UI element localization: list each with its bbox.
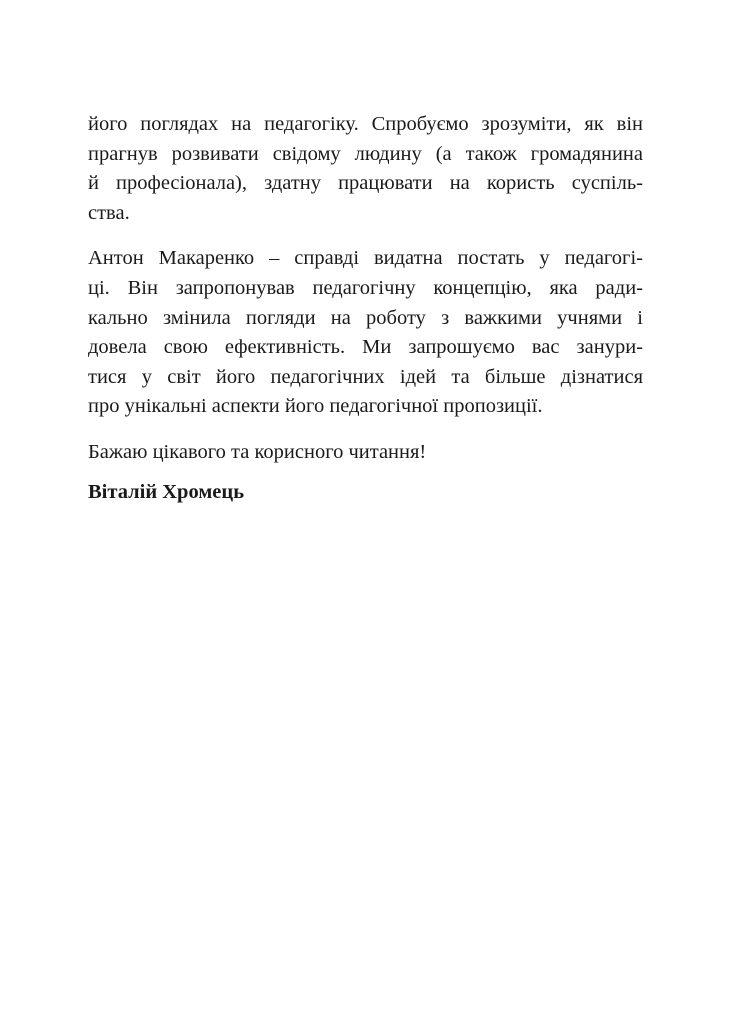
text-line: кально змінила погляди на роботу з важкими учнями і xyxy=(88,306,643,329)
text-line: й професіонала), здатну працювати на користь суспіль- xyxy=(88,172,643,195)
text-line: довела свою ефективність. Ми запрошуємо вас занури- xyxy=(88,336,643,359)
closing-greeting: Бажаю цікавого та корисного читання! xyxy=(88,440,427,463)
text-line: його поглядах на педагогіку. Спробуємо зрозуміти, як він xyxy=(88,113,643,135)
text-line: ці. Він запропонував педагогічну концепцію, яка ради- xyxy=(88,276,643,299)
text-line: Антон Макаренко – справді видатна постать у педагогі- xyxy=(88,247,643,270)
text-line: тися у світ його педагогічних ідей та більше дізнатися xyxy=(88,365,643,388)
paragraph-makarenko xyxy=(88,244,643,422)
paragraph-intro-continuation xyxy=(88,110,643,228)
text-line: прагнув розвивати свідому людину (а також громадянина xyxy=(88,142,643,165)
text-line: про унікальні аспекти його педагогічної пропозиції. xyxy=(88,395,543,418)
author-signature: Віталій Хромець xyxy=(88,480,245,503)
text-line: ства. xyxy=(88,201,130,224)
body-text xyxy=(88,110,643,507)
